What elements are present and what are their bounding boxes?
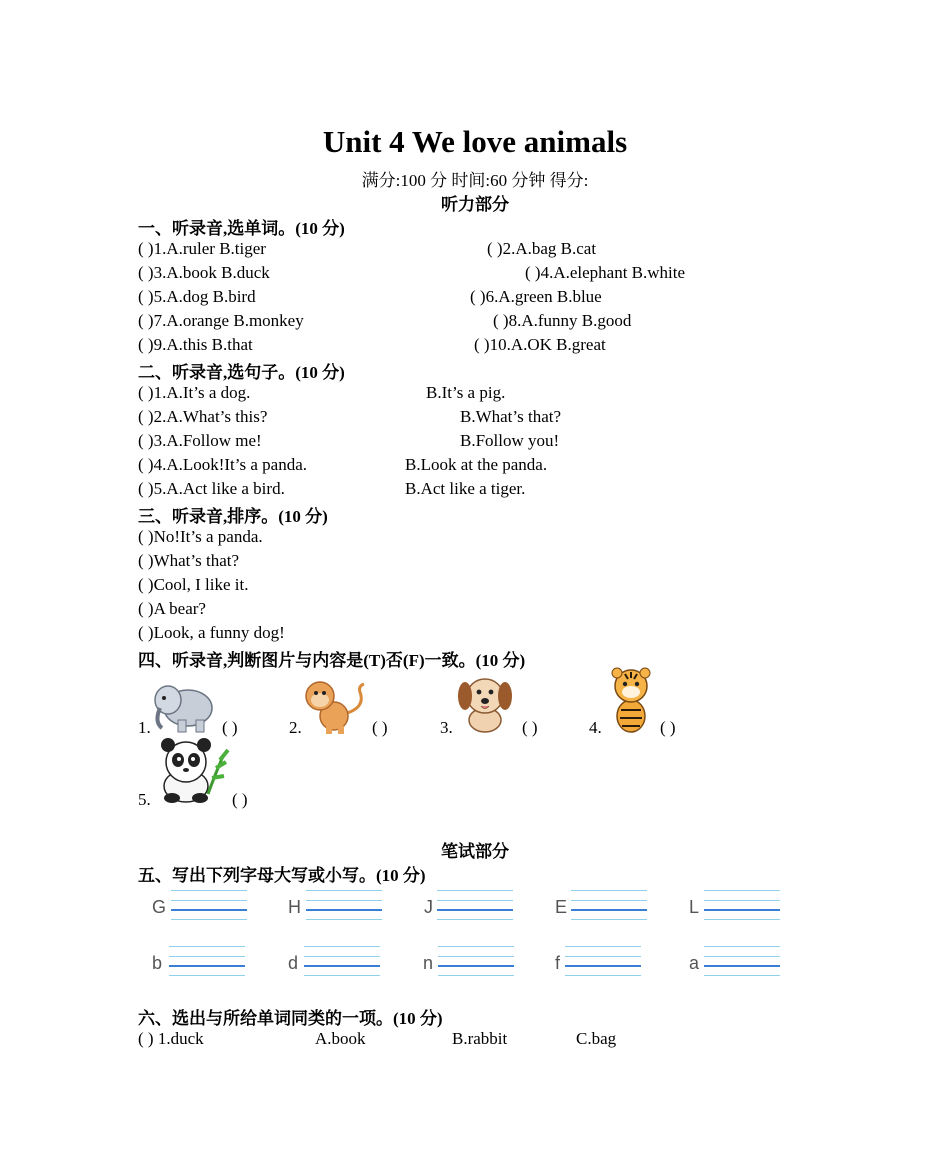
s1-item-8: ( )8.A.funny B.good (493, 311, 632, 330)
s1-item-4: ( )4.A.elephant B.white (525, 263, 686, 282)
letter-E: E (555, 897, 568, 917)
monkey-picture (300, 678, 370, 736)
section-4-heading: 四、听录音,判断图片与内容是(T)否(F)一致。(10 分) (138, 651, 526, 670)
s2-item-3-a: ( )3.A.Follow me! (138, 431, 262, 450)
letter-L: L (689, 897, 700, 917)
letter-b: b (152, 953, 163, 973)
s3-item-1: ( )No!It’s a panda. (138, 527, 263, 546)
s1-item-5: ( )5.A.dog B.bird (138, 287, 256, 306)
writing-lines[interactable] (304, 946, 380, 976)
letter-d: d (288, 953, 299, 973)
s4-num-1: 1. (138, 718, 151, 737)
section-5-heading: 五、写出下列字母大写或小写。(10 分) (138, 866, 426, 885)
elephant-picture (150, 678, 218, 736)
s2-item-3-b: B.Follow you! (460, 431, 560, 450)
s6-item-1-option-a: A.book (315, 1029, 366, 1048)
s2-item-4-b: B.Look at the panda. (405, 455, 548, 474)
s4-num-3: 3. (440, 718, 453, 737)
page-title: Unit 4 We love animals (322, 124, 628, 159)
letter-G: G (152, 897, 167, 917)
s4-num-4: 4. (589, 718, 602, 737)
s2-item-5-a: ( )5.A.Act like a bird. (138, 479, 285, 498)
s1-item-6: ( )6.A.green B.blue (470, 287, 602, 306)
letter-f: f (555, 953, 561, 973)
s1-item-2: ( )2.A.bag B.cat (487, 239, 597, 258)
writing-lines[interactable] (306, 890, 382, 920)
s1-item-1: ( )1.A.ruler B.tiger (138, 239, 266, 258)
letter-J: J (424, 897, 433, 917)
s6-item-1-option-b: B.rabbit (452, 1029, 508, 1048)
listening-part-title: 听力部分 (441, 195, 509, 214)
panda-picture (150, 738, 230, 806)
s1-item-3: ( )3.A.book B.duck (138, 263, 270, 282)
letter-n: n (423, 953, 434, 973)
s6-item-1-option-c: C.bag (576, 1029, 617, 1048)
writing-lines[interactable] (171, 890, 247, 920)
score-info: 满分:100 分 时间:60 分钟 得分: (361, 171, 589, 190)
tiger-picture (602, 666, 660, 736)
writing-lines[interactable] (438, 946, 514, 976)
s4-num-2: 2. (289, 718, 302, 737)
writing-lines[interactable] (571, 890, 647, 920)
s2-item-1-a: ( )1.A.It’s a dog. (138, 383, 251, 402)
writing-lines[interactable] (704, 946, 780, 976)
s1-item-7: ( )7.A.orange B.monkey (138, 311, 304, 330)
s6-item-1-question: ( ) 1.duck (138, 1029, 204, 1048)
writing-lines[interactable] (169, 946, 245, 976)
s3-item-3: ( )Cool, I like it. (138, 575, 249, 594)
letter-a: a (689, 953, 700, 973)
s4-paren-5: ( ) (232, 790, 248, 809)
s4-paren-1: ( ) (222, 718, 238, 737)
dog-picture (452, 670, 518, 736)
s4-paren-4: ( ) (660, 718, 676, 737)
s2-item-5-b: B.Act like a tiger. (405, 479, 526, 498)
s2-item-2-a: ( )2.A.What’s this? (138, 407, 268, 426)
s3-item-4: ( )A bear? (138, 599, 206, 618)
section-3-heading: 三、听录音,排序。(10 分) (138, 507, 328, 526)
section-2-heading: 二、听录音,选句子。(10 分) (138, 363, 345, 382)
s2-item-1-b: B.It’s a pig. (426, 383, 506, 402)
section-6-heading: 六、选出与所给单词同类的一项。(10 分) (138, 1009, 443, 1028)
s4-num-5: 5. (138, 790, 151, 809)
s3-item-5: ( )Look, a funny dog! (138, 623, 285, 642)
writing-lines[interactable] (437, 890, 513, 920)
writing-part-title: 笔试部分 (441, 842, 509, 861)
writing-lines[interactable] (704, 890, 780, 920)
s1-item-10: ( )10.A.OK B.great (474, 335, 606, 354)
section-1-heading: 一、听录音,选单词。(10 分) (138, 219, 345, 238)
s2-item-4-a: ( )4.A.Look!It’s a panda. (138, 455, 308, 474)
s2-item-2-b: B.What’s that? (460, 407, 562, 426)
s3-item-2: ( )What’s that? (138, 551, 240, 570)
writing-lines[interactable] (565, 946, 641, 976)
s4-paren-3: ( ) (522, 718, 538, 737)
letter-H: H (288, 897, 301, 917)
s1-item-9: ( )9.A.this B.that (138, 335, 253, 354)
s4-paren-2: ( ) (372, 718, 388, 737)
